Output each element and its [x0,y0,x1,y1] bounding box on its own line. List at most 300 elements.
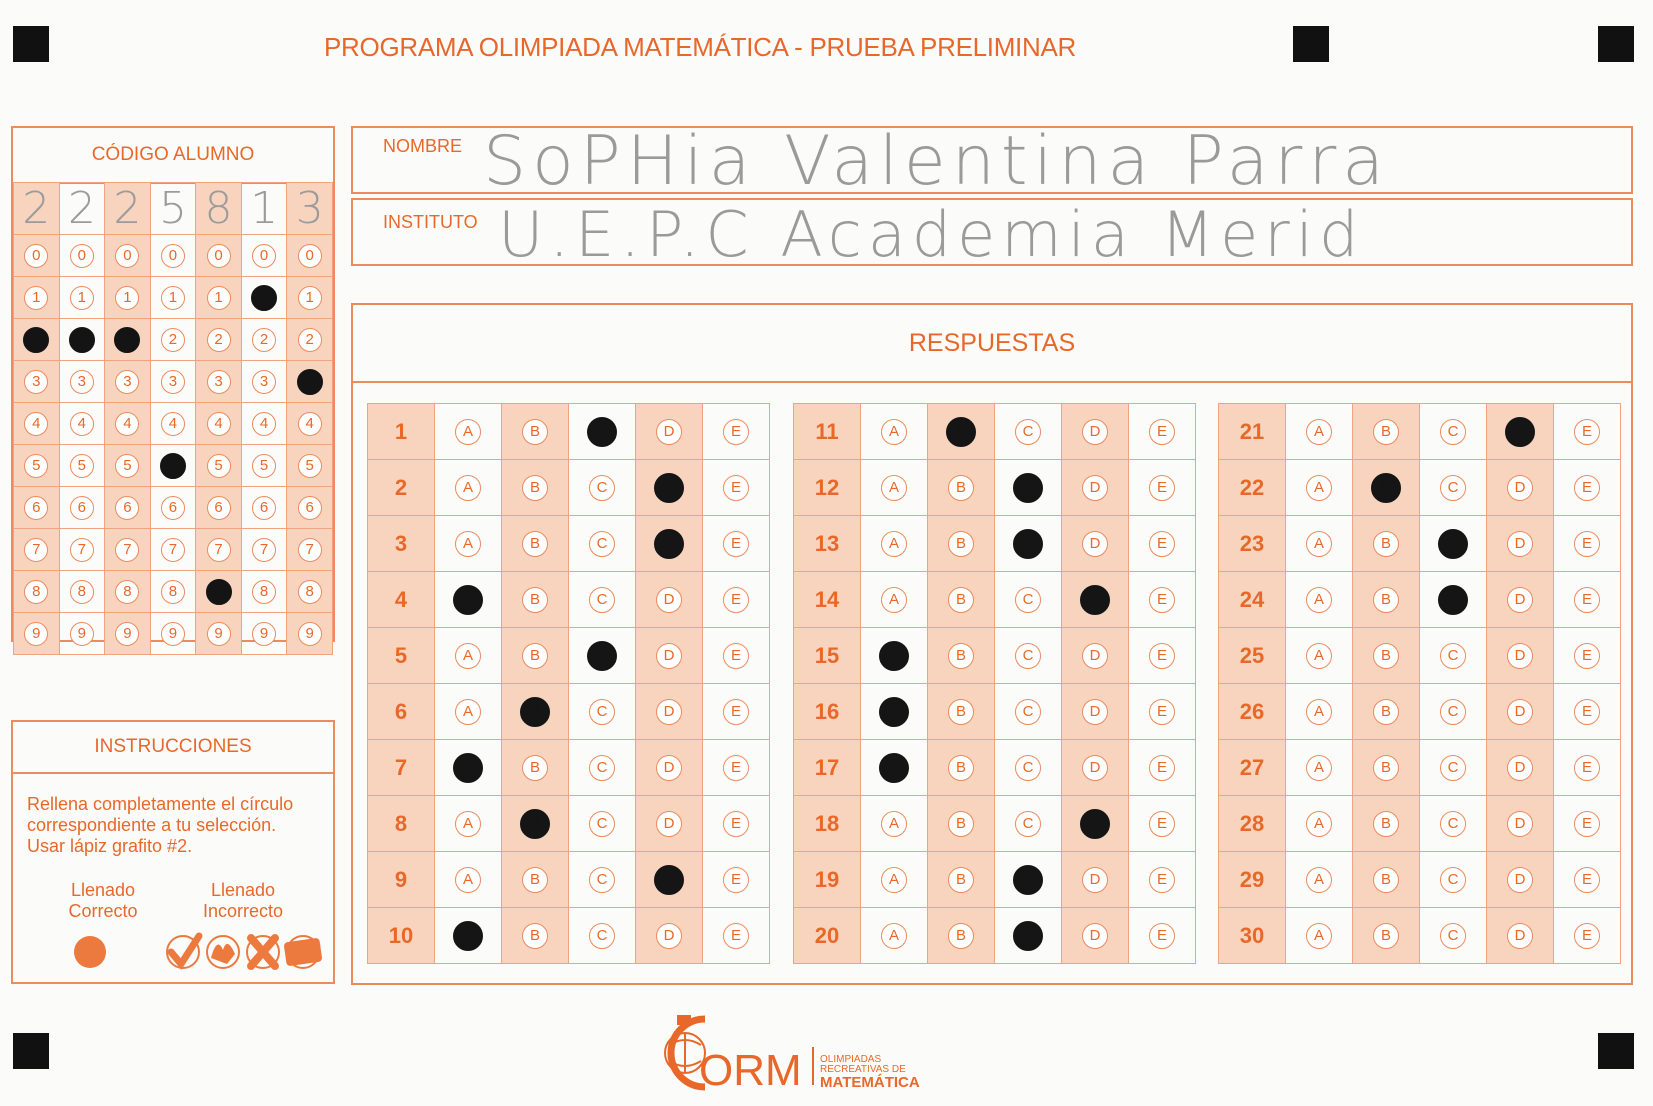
answer-bubble-e[interactable]: E [1574,867,1600,893]
answer-bubble-e[interactable]: E [723,755,749,781]
answer-row [794,460,1196,516]
answer-bubble-c[interactable]: C [1438,585,1468,615]
svg-text:MATEMÁTICA: MATEMÁTICA [820,1074,920,1091]
answer-bubble-b[interactable]: B [948,699,974,725]
correct-fill-label: Llenado Correcto [68,880,138,921]
answer-bubble-a[interactable]: A [1306,811,1332,837]
answer-bubble-c[interactable]: C [1015,419,1041,445]
code-bubble[interactable]: 5 [298,454,322,478]
question-number: 24 [1219,572,1286,628]
answer-bubble-a[interactable]: A [453,921,483,951]
answer-bubble-c[interactable]: C [1013,865,1043,895]
answer-bubble-c[interactable]: C [1015,699,1041,725]
answer-row [1219,516,1621,572]
code-row [14,277,333,319]
question-number: 21 [1219,404,1286,460]
answer-bubble-e[interactable]: E [723,531,749,557]
code-bubble[interactable]: 9 [70,622,94,646]
answer-row [794,404,1196,460]
answer-bubble-d[interactable]: D [1507,587,1533,613]
answer-bubble-c[interactable]: C [589,867,615,893]
answer-bubble-e[interactable]: E [1574,531,1600,557]
code-bubble[interactable]: 6 [298,496,322,520]
incorrect-fill-label: Llenado Incorrecto [202,880,284,921]
answer-bubble-d[interactable]: D [656,755,682,781]
answers-title: RESPUESTAS [353,305,1631,383]
answer-bubble-b[interactable]: B [520,697,550,727]
code-bubble[interactable]: 6 [24,496,48,520]
answer-bubble-e[interactable]: E [1574,923,1600,949]
code-bubble[interactable]: 4 [70,412,94,436]
code-bubble[interactable]: 8 [70,580,94,604]
answer-bubble-d[interactable]: D [1507,867,1533,893]
answer-row [1219,796,1621,852]
question-number: 18 [794,796,861,852]
code-bubble[interactable]: 8 [115,580,139,604]
answer-bubble-c[interactable]: C [1438,529,1468,559]
answer-bubble-d[interactable]: D [1507,923,1533,949]
code-bubble[interactable]: 3 [115,370,139,394]
answer-bubble-c[interactable]: C [587,417,617,447]
answer-bubble-e[interactable]: E [1574,755,1600,781]
code-bubble[interactable]: 4 [207,412,231,436]
incorrect-fill-examples-icon [161,930,326,974]
registration-mark-bottom-right [1598,1033,1634,1069]
code-bubble[interactable]: 8 [206,579,232,605]
code-bubble[interactable]: 1 [251,285,277,311]
answer-bubble-e[interactable]: E [1574,587,1600,613]
answer-bubble-b[interactable]: B [948,587,974,613]
answer-bubble-b[interactable]: B [948,475,974,501]
question-number: 7 [368,740,435,796]
code-bubble[interactable]: 9 [115,622,139,646]
answer-bubble-c[interactable]: C [589,587,615,613]
answers-table-11-20 [793,403,1196,964]
institute-handwritten-value: U.E.P.C Academia Merid [498,198,1365,271]
answer-row [1219,852,1621,908]
answer-bubble-a[interactable]: A [881,811,907,837]
answer-bubble-b[interactable]: B [1373,643,1399,669]
answer-bubble-e[interactable]: E [723,923,749,949]
answer-bubble-b[interactable]: B [522,531,548,557]
question-number: 25 [1219,628,1286,684]
answer-bubble-e[interactable]: E [1149,699,1175,725]
answer-bubble-d[interactable]: D [1082,475,1108,501]
question-number: 4 [368,572,435,628]
answer-bubble-d[interactable]: D [1507,643,1533,669]
code-bubble[interactable]: 2 [161,328,185,352]
answer-bubble-e[interactable]: E [723,867,749,893]
answer-bubble-a[interactable]: A [453,753,483,783]
answer-bubble-b[interactable]: B [1373,419,1399,445]
answer-row [368,908,770,964]
code-bubble[interactable]: 8 [24,580,48,604]
answer-bubble-b[interactable]: B [948,531,974,557]
code-bubble[interactable]: 0 [207,244,231,268]
code-bubble[interactable]: 9 [298,622,322,646]
answer-bubble-a[interactable]: A [455,531,481,557]
answer-bubble-d[interactable]: D [656,643,682,669]
answers-table-1-10 [367,403,770,964]
answer-bubble-a[interactable]: A [1306,755,1332,781]
answer-bubble-c[interactable]: C [589,923,615,949]
answer-bubble-c[interactable]: C [589,531,615,557]
svg-text:ORM: ORM [699,1046,802,1095]
answer-bubble-b[interactable]: B [522,867,548,893]
answer-bubble-e[interactable]: E [1574,419,1600,445]
question-number: 29 [1219,852,1286,908]
answer-bubble-b[interactable]: B [1373,923,1399,949]
answer-bubble-c[interactable]: C [1440,755,1466,781]
svg-text:OLIMPIADAS: OLIMPIADAS [820,1054,882,1065]
answer-bubble-c[interactable]: C [1440,419,1466,445]
answer-bubble-c[interactable]: C [1440,643,1466,669]
answer-bubble-b[interactable]: B [522,587,548,613]
code-handwritten-digit: 5 [150,183,196,235]
code-bubble[interactable]: 1 [24,286,48,310]
code-bubble[interactable]: 2 [114,327,140,353]
code-bubble[interactable]: 1 [161,286,185,310]
answer-bubble-c[interactable]: C [1440,811,1466,837]
code-bubble[interactable]: 5 [115,454,139,478]
answer-bubble-d[interactable]: D [656,419,682,445]
code-bubble[interactable]: 2 [252,328,276,352]
code-handwritten-digit: 8 [196,183,242,235]
question-number: 15 [794,628,861,684]
answer-bubble-b[interactable]: B [1373,811,1399,837]
answer-row [368,404,770,460]
answer-bubble-d[interactable]: D [1082,699,1108,725]
answer-bubble-e[interactable]: E [1149,587,1175,613]
answer-bubble-a[interactable]: A [881,923,907,949]
code-bubble[interactable]: 4 [24,412,48,436]
answer-bubble-b[interactable]: B [948,755,974,781]
code-bubble[interactable]: 1 [298,286,322,310]
answer-bubble-d[interactable]: D [1082,419,1108,445]
answer-bubble-e[interactable]: E [1574,643,1600,669]
answer-bubble-a[interactable]: A [879,753,909,783]
answer-bubble-a[interactable]: A [1306,643,1332,669]
code-bubble[interactable]: 4 [161,412,185,436]
code-bubble[interactable]: 3 [24,370,48,394]
answer-bubble-a[interactable]: A [1306,475,1332,501]
code-bubble[interactable]: 6 [252,496,276,520]
answer-bubble-a[interactable]: A [455,811,481,837]
code-bubble[interactable]: 7 [70,538,94,562]
answer-bubble-b[interactable]: B [948,867,974,893]
answer-bubble-d[interactable]: D [656,923,682,949]
answer-bubble-d[interactable]: D [1507,699,1533,725]
question-number: 23 [1219,516,1286,572]
answer-bubble-c[interactable]: C [1013,921,1043,951]
instructions-text: Rellena completamente el círculo correspondiente a tu selección. Usar lápiz grafito #2. [27,794,294,856]
code-bubble[interactable]: 8 [161,580,185,604]
code-bubble[interactable]: 0 [115,244,139,268]
code-bubble[interactable]: 6 [115,496,139,520]
question-number: 2 [368,460,435,516]
name-label: NOMBRE [383,136,463,156]
answer-bubble-e[interactable]: E [1574,475,1600,501]
answer-row [794,628,1196,684]
answer-bubble-d[interactable]: D [1080,585,1110,615]
answer-row [368,796,770,852]
answer-bubble-a[interactable]: A [1306,419,1332,445]
answer-bubble-a[interactable]: A [1306,531,1332,557]
answer-bubble-b[interactable]: B [948,811,974,837]
code-bubble[interactable]: 9 [24,622,48,646]
question-number: 1 [368,404,435,460]
answer-bubble-b[interactable]: B [1373,755,1399,781]
code-bubble[interactable]: 2 [23,327,49,353]
answer-bubble-d[interactable]: D [656,587,682,613]
code-bubble[interactable]: 5 [70,454,94,478]
answer-bubble-c[interactable]: C [589,755,615,781]
code-bubble[interactable]: 4 [298,412,322,436]
code-bubble[interactable]: 5 [252,454,276,478]
answer-bubble-a[interactable]: A [455,867,481,893]
answer-bubble-c[interactable]: C [1015,755,1041,781]
question-number: 9 [368,852,435,908]
answer-bubble-c[interactable]: C [1440,867,1466,893]
question-number: 14 [794,572,861,628]
answer-bubble-c[interactable]: C [1440,475,1466,501]
code-bubble[interactable]: 6 [207,496,231,520]
answer-bubble-d[interactable]: D [1505,417,1535,447]
code-bubble[interactable]: 5 [160,453,186,479]
code-bubble[interactable]: 2 [69,327,95,353]
answer-bubble-a[interactable]: A [1306,923,1332,949]
question-number: 3 [368,516,435,572]
answer-bubble-e[interactable]: E [1149,755,1175,781]
code-row [14,319,333,361]
answers-panel [351,303,1633,985]
answer-bubble-e[interactable]: E [723,643,749,669]
answer-row [368,852,770,908]
answer-bubble-b[interactable]: B [946,417,976,447]
answer-bubble-d[interactable]: D [654,865,684,895]
code-bubble[interactable]: 9 [161,622,185,646]
answer-row [794,908,1196,964]
answer-bubble-a[interactable]: A [881,419,907,445]
answer-row [1219,404,1621,460]
code-bubble[interactable]: 2 [207,328,231,352]
answer-row [1219,740,1621,796]
answers-table-21-30 [1218,403,1621,964]
code-row [14,403,333,445]
code-bubble[interactable]: 8 [252,580,276,604]
answer-bubble-e[interactable]: E [1149,643,1175,669]
answer-row [368,628,770,684]
answer-bubble-b[interactable]: B [948,643,974,669]
code-bubble[interactable]: 3 [161,370,185,394]
answer-bubble-a[interactable]: A [879,641,909,671]
answer-bubble-c[interactable]: C [1015,811,1041,837]
answer-row [794,740,1196,796]
code-row [14,235,333,277]
code-bubble[interactable]: 7 [115,538,139,562]
code-row [14,361,333,403]
answer-row [794,684,1196,740]
student-code-title: CÓDIGO ALUMNO [13,128,333,184]
answer-bubble-e[interactable]: E [1149,475,1175,501]
answer-bubble-a[interactable]: A [453,585,483,615]
code-bubble[interactable]: 7 [207,538,231,562]
answer-bubble-d[interactable]: D [1082,755,1108,781]
code-bubble[interactable]: 0 [252,244,276,268]
answer-bubble-d[interactable]: D [1507,475,1533,501]
answer-bubble-b[interactable]: B [522,643,548,669]
code-row [14,445,333,487]
answer-bubble-e[interactable]: E [1149,531,1175,557]
answer-bubble-e[interactable]: E [1149,923,1175,949]
answer-bubble-b[interactable]: B [522,419,548,445]
answer-bubble-a[interactable]: A [881,531,907,557]
code-bubble[interactable]: 7 [24,538,48,562]
code-bubble[interactable]: 0 [24,244,48,268]
student-code-grid [13,182,333,655]
answer-bubble-b[interactable]: B [520,809,550,839]
answer-bubble-e[interactable]: E [1574,811,1600,837]
answer-bubble-a[interactable]: A [1306,867,1332,893]
answer-bubble-c[interactable]: C [1013,529,1043,559]
answer-bubble-c[interactable]: C [589,699,615,725]
code-bubble[interactable]: 5 [24,454,48,478]
answer-bubble-a[interactable]: A [881,475,907,501]
institute-label: INSTITUTO [383,212,478,232]
answer-bubble-a[interactable]: A [1306,699,1332,725]
code-bubble[interactable]: 4 [252,412,276,436]
answer-bubble-a[interactable]: A [879,697,909,727]
answer-bubble-c[interactable]: C [1440,699,1466,725]
answer-bubble-d[interactable]: D [1080,809,1110,839]
code-bubble[interactable]: 0 [70,244,94,268]
code-bubble[interactable]: 3 [70,370,94,394]
answer-bubble-d[interactable]: D [1082,867,1108,893]
answer-bubble-a[interactable]: A [455,475,481,501]
registration-mark-top-right [1598,26,1634,62]
svg-text:RECREATIVAS DE: RECREATIVAS DE [820,1064,906,1075]
answer-bubble-d[interactable]: D [656,811,682,837]
answer-bubble-d[interactable]: D [654,473,684,503]
answer-bubble-c[interactable]: C [1015,587,1041,613]
answer-bubble-c[interactable]: C [1015,643,1041,669]
answer-bubble-a[interactable]: A [881,587,907,613]
name-field[interactable] [351,122,1633,201]
answer-bubble-e[interactable]: E [723,419,749,445]
code-bubble[interactable]: 3 [252,370,276,394]
code-bubble[interactable]: 3 [207,370,231,394]
answer-bubble-b[interactable]: B [1373,867,1399,893]
answer-bubble-d[interactable]: D [1082,643,1108,669]
answer-bubble-b[interactable]: B [1373,587,1399,613]
answer-bubble-a[interactable]: A [455,419,481,445]
student-code-panel [11,126,335,642]
question-number: 26 [1219,684,1286,740]
answer-bubble-a[interactable]: A [455,699,481,725]
code-bubble[interactable]: 8 [298,580,322,604]
answer-bubble-b[interactable]: B [1371,473,1401,503]
answer-bubble-e[interactable]: E [1149,867,1175,893]
code-bubble[interactable]: 0 [298,244,322,268]
code-row [14,571,333,613]
answer-row [368,740,770,796]
answer-bubble-c[interactable]: C [587,641,617,671]
answer-bubble-e[interactable]: E [723,475,749,501]
code-bubble[interactable]: 3 [297,369,323,395]
answer-bubble-b[interactable]: B [522,755,548,781]
code-row [14,613,333,655]
code-bubble[interactable]: 7 [161,538,185,562]
answer-bubble-a[interactable]: A [455,643,481,669]
answer-bubble-d[interactable]: D [1082,923,1108,949]
answer-bubble-c[interactable]: C [1440,923,1466,949]
answer-bubble-b[interactable]: B [522,475,548,501]
answer-row [368,572,770,628]
answer-row [1219,572,1621,628]
answer-bubble-b[interactable]: B [522,923,548,949]
answer-bubble-e[interactable]: E [1149,419,1175,445]
question-number: 30 [1219,908,1286,964]
answer-bubble-c[interactable]: C [1013,473,1043,503]
answer-bubble-e[interactable]: E [723,811,749,837]
answer-bubble-c[interactable]: C [589,475,615,501]
question-number: 5 [368,628,435,684]
code-bubble[interactable]: 6 [161,496,185,520]
code-row [14,487,333,529]
orm-logo [655,1005,975,1095]
answer-bubble-e[interactable]: E [1149,811,1175,837]
code-bubble[interactable]: 1 [115,286,139,310]
answer-bubble-e[interactable]: E [723,699,749,725]
answer-row [794,572,1196,628]
answer-bubble-d[interactable]: D [654,529,684,559]
answer-bubble-c[interactable]: C [589,811,615,837]
code-bubble[interactable]: 0 [161,244,185,268]
code-bubble[interactable]: 7 [252,538,276,562]
answer-row [368,460,770,516]
code-bubble[interactable]: 2 [298,328,322,352]
code-handwritten-digit: 1 [241,183,287,235]
name-handwritten-value: SoPHia Valentina Parra [483,122,1390,201]
answer-bubble-d[interactable]: D [1507,811,1533,837]
code-bubble[interactable]: 9 [207,622,231,646]
answer-bubble-e[interactable]: E [723,587,749,613]
answer-bubble-a[interactable]: A [881,867,907,893]
answer-bubble-b[interactable]: B [1373,531,1399,557]
question-number: 13 [794,516,861,572]
answer-bubble-d[interactable]: D [656,699,682,725]
answer-bubble-b[interactable]: B [948,923,974,949]
question-number: 19 [794,852,861,908]
code-bubble[interactable]: 5 [207,454,231,478]
answer-bubble-b[interactable]: B [1373,699,1399,725]
code-bubble[interactable]: 6 [70,496,94,520]
instructions-title: INSTRUCCIONES [13,722,333,774]
code-bubble[interactable]: 1 [70,286,94,310]
code-bubble[interactable]: 7 [298,538,322,562]
code-bubble[interactable]: 4 [115,412,139,436]
answer-bubble-e[interactable]: E [1574,699,1600,725]
code-bubble[interactable]: 9 [252,622,276,646]
answer-bubble-d[interactable]: D [1507,531,1533,557]
institute-field[interactable] [351,198,1633,271]
question-number: 28 [1219,796,1286,852]
code-row [14,529,333,571]
code-bubble[interactable]: 1 [207,286,231,310]
answer-bubble-d[interactable]: D [1507,755,1533,781]
answer-bubble-a[interactable]: A [1306,587,1332,613]
answer-bubble-d[interactable]: D [1082,531,1108,557]
